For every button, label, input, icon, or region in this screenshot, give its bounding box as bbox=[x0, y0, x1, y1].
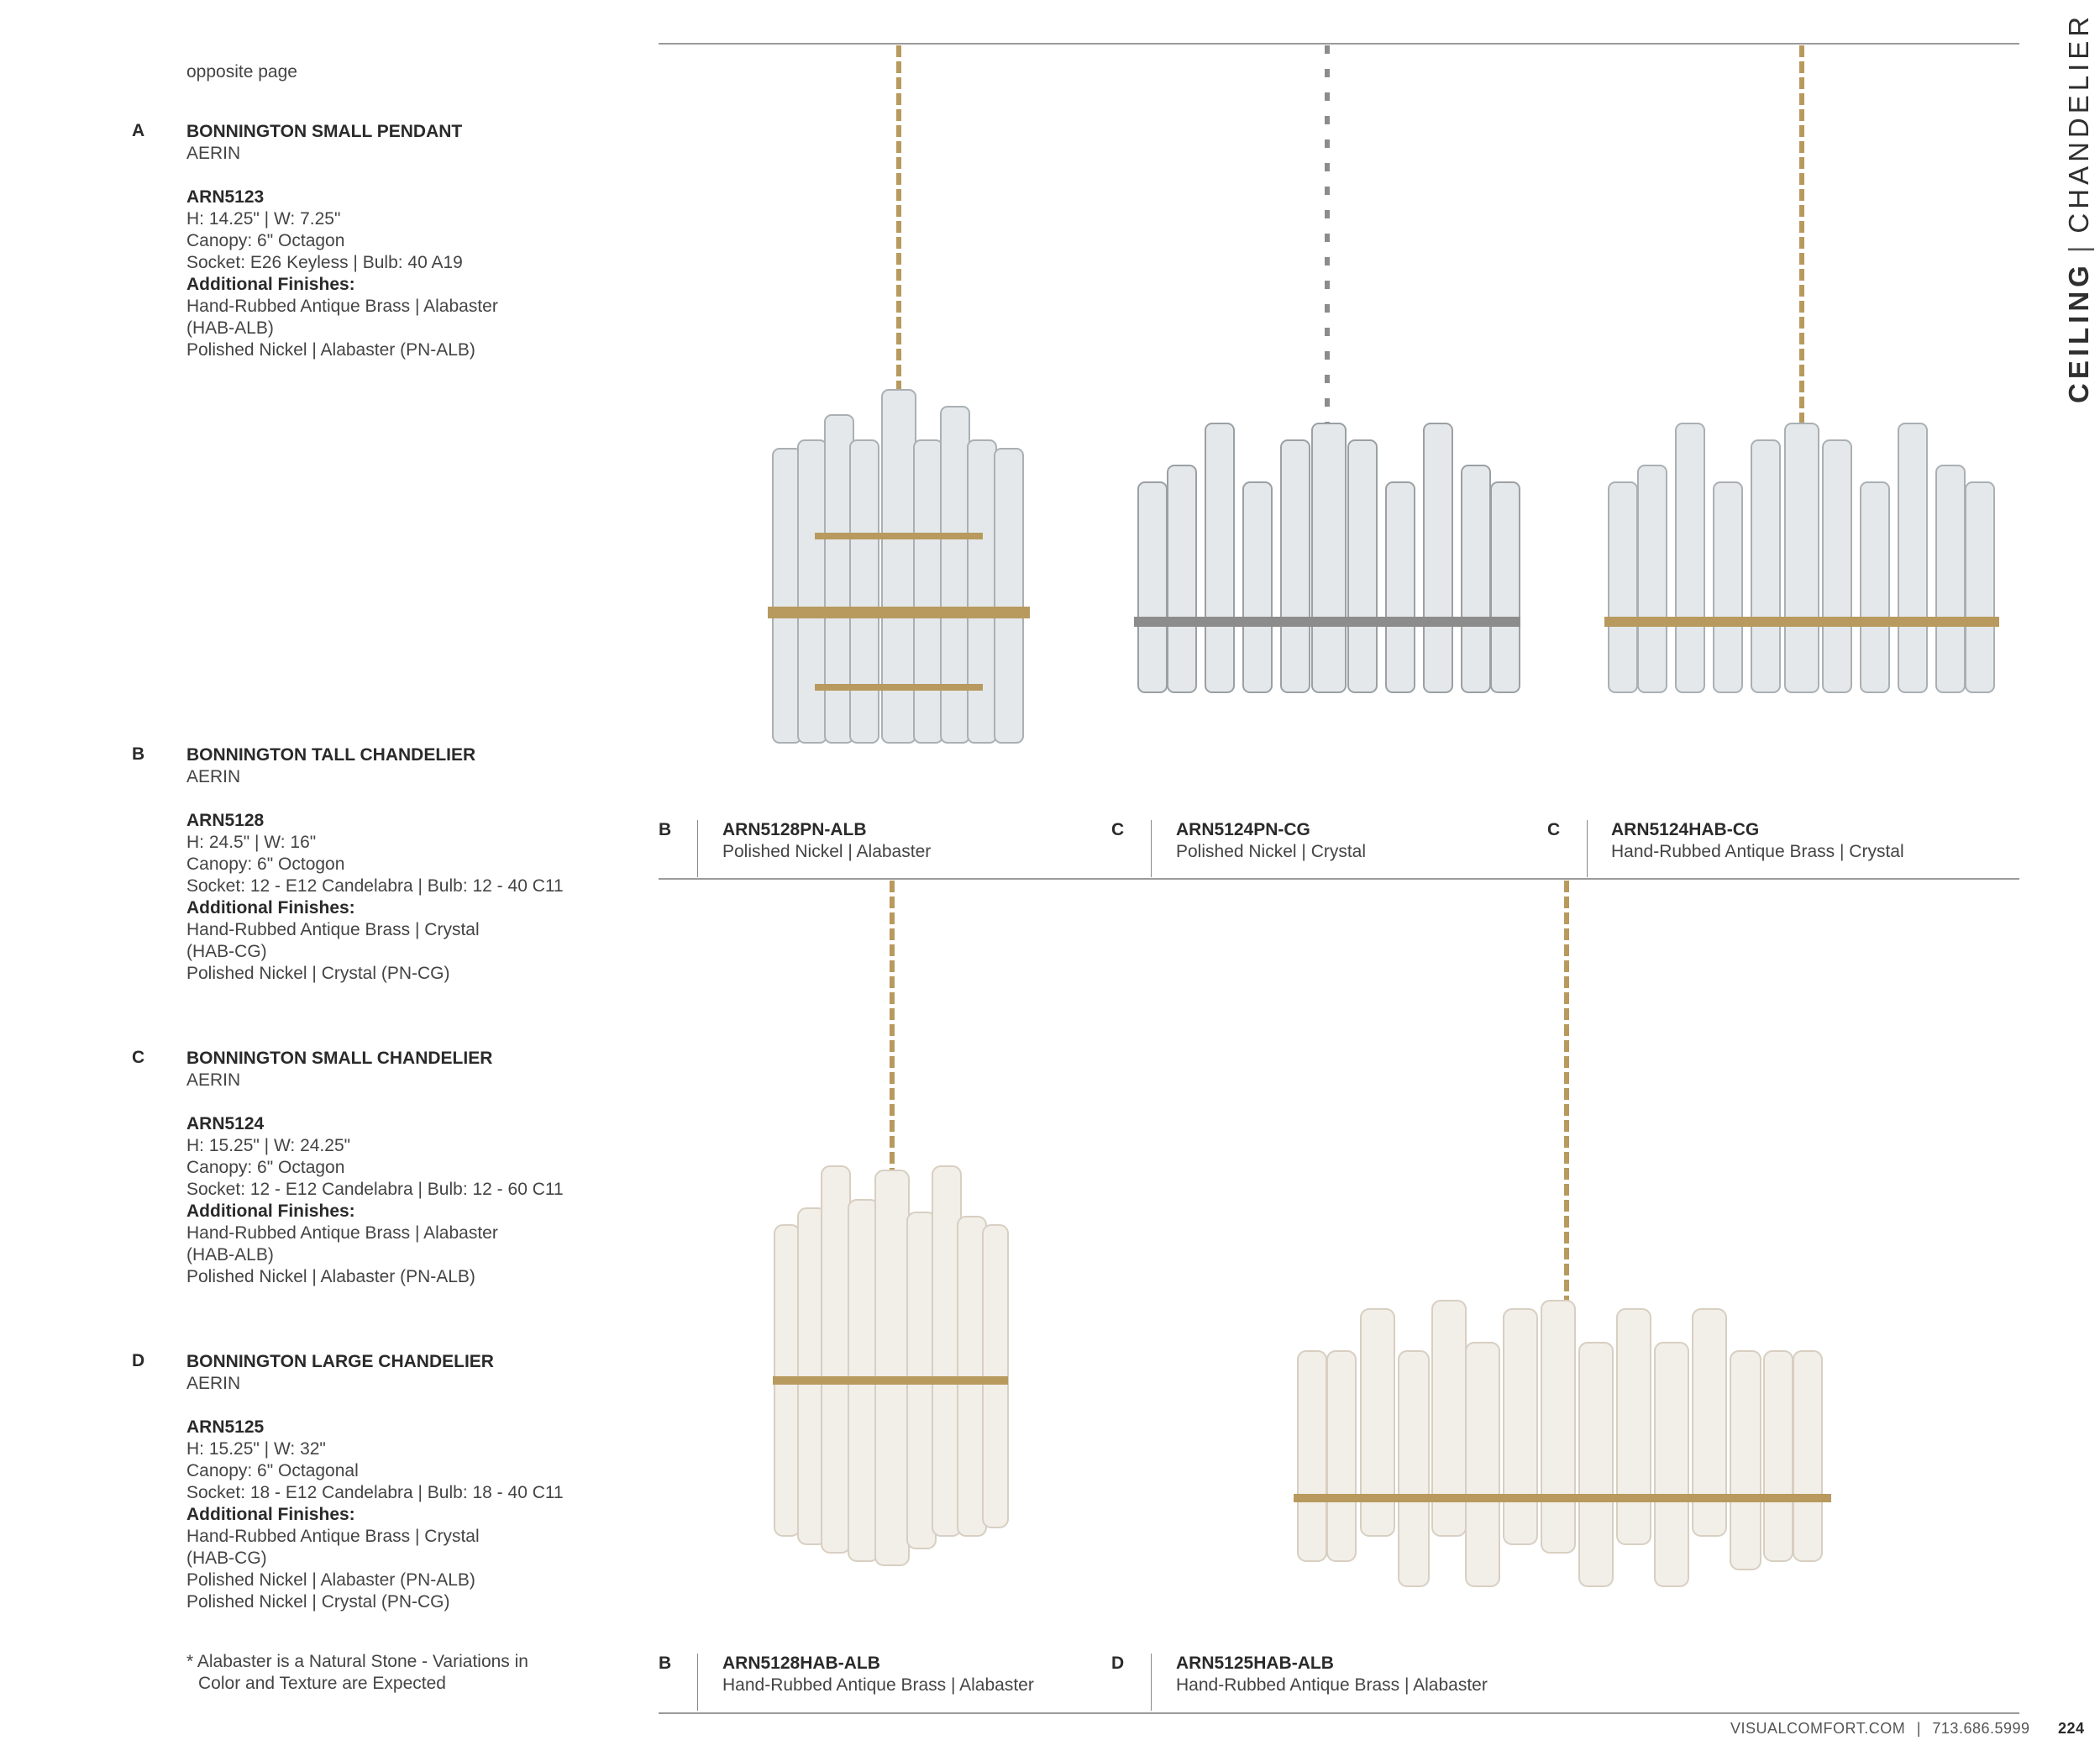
spec-name: BONNINGTON SMALL CHANDELIER bbox=[186, 1049, 493, 1068]
spec-finish: Hand-Rubbed Antique Brass | Crystal bbox=[186, 920, 480, 939]
spec-letter: D bbox=[132, 1351, 145, 1370]
spec-finish: Hand-Rubbed Antique Brass | Alabaster bbox=[186, 1223, 498, 1243]
spec-finish: Polished Nickel | Alabaster (PN-ALB) bbox=[186, 1267, 475, 1286]
caption-letter: B bbox=[659, 1654, 672, 1673]
section-header-separator: | bbox=[2063, 241, 2094, 254]
spec-brand: AERIN bbox=[186, 1374, 241, 1393]
spec-additional-label: Additional Finishes: bbox=[186, 898, 355, 918]
caption-divider bbox=[1151, 1654, 1152, 1711]
spec-finish: (HAB-CG) bbox=[186, 1549, 267, 1568]
caption-code: ARN5128PN-ALB bbox=[722, 820, 867, 839]
spec-line: Socket: 12 - E12 Candelabra | Bulb: 12 - 40 C11 bbox=[186, 876, 564, 896]
spec-name: BONNINGTON SMALL PENDANT bbox=[186, 122, 463, 141]
spec-letter: A bbox=[132, 121, 145, 140]
spec-finish: (HAB-CG) bbox=[186, 942, 267, 961]
spec-brand: AERIN bbox=[186, 144, 241, 163]
alabaster-large-chandelier-brass-image bbox=[1289, 881, 1844, 1586]
caption-arn5124hab-cg bbox=[1611, 819, 1904, 863]
alabaster-tall-chandelier-brass-image bbox=[756, 881, 1042, 1586]
caption-letter: D bbox=[1111, 1654, 1125, 1673]
spec-finish: Polished Nickel | Crystal (PN-CG) bbox=[186, 964, 450, 983]
note-line: * Alabaster is a Natural Stone - Variations in bbox=[186, 1652, 528, 1671]
spec-sku: ARN5123 bbox=[186, 187, 265, 207]
spec-additional-label: Additional Finishes: bbox=[186, 1505, 355, 1524]
spec-name: BONNINGTON TALL CHANDELIER bbox=[186, 745, 476, 765]
spec-letter: C bbox=[132, 1048, 145, 1067]
spec-finish: Polished Nickel | Alabaster (PN-ALB) bbox=[186, 340, 475, 360]
footer-phone: 713.686.5999 bbox=[1932, 1720, 2030, 1737]
spec-additional-label: Additional Finishes: bbox=[186, 275, 355, 294]
caption-code: ARN5125HAB-ALB bbox=[1176, 1654, 1334, 1673]
crystal-tall-chandelier-brass-image bbox=[756, 45, 1042, 751]
caption-arn5124pn-cg bbox=[1176, 819, 1366, 863]
spec-line: Canopy: 6" Octagon bbox=[186, 1158, 345, 1177]
caption-code: ARN5124HAB-CG bbox=[1611, 820, 1760, 839]
spec-line: H: 14.25" | W: 7.25" bbox=[186, 209, 341, 229]
crystal-small-chandelier-brass-image bbox=[1596, 45, 2008, 709]
spec-line: Canopy: 6" Octogon bbox=[186, 854, 345, 874]
spec-name: BONNINGTON LARGE CHANDELIER bbox=[186, 1352, 494, 1371]
spec-line: Socket: 18 - E12 Candelabra | Bulb: 18 - 40 C11 bbox=[186, 1483, 564, 1502]
spec-sku: ARN5125 bbox=[186, 1417, 265, 1437]
page-footer bbox=[1730, 1720, 2085, 1738]
spec-sku: ARN5128 bbox=[186, 811, 265, 830]
bottom-rule bbox=[659, 1712, 2019, 1714]
top-rule bbox=[659, 43, 2019, 45]
caption-arn5128pn-alb bbox=[722, 819, 931, 863]
caption-arn5128hab-alb bbox=[722, 1653, 1034, 1696]
caption-divider bbox=[697, 1654, 698, 1711]
footer-site: VISUALCOMFORT.COM bbox=[1730, 1720, 1906, 1737]
section-header bbox=[2063, 13, 2095, 403]
middle-rule bbox=[659, 878, 2019, 880]
footer-separator: | bbox=[1916, 1720, 1921, 1737]
spec-additional-label: Additional Finishes: bbox=[186, 1202, 355, 1221]
spec-finish: Hand-Rubbed Antique Brass | Alabaster bbox=[186, 297, 498, 316]
spec-brand: AERIN bbox=[186, 1070, 241, 1090]
spec-finish: (HAB-ALB) bbox=[186, 1245, 274, 1265]
caption-code: ARN5124PN-CG bbox=[1176, 820, 1310, 839]
spec-finish: Polished Nickel | Alabaster (PN-ALB) bbox=[186, 1570, 475, 1590]
caption-finish: Hand-Rubbed Antique Brass | Crystal bbox=[1611, 842, 1904, 861]
caption-finish: Polished Nickel | Alabaster bbox=[722, 842, 932, 861]
section-header-light: CHANDELIER bbox=[2063, 12, 2094, 234]
spec-line: H: 15.25" | W: 24.25" bbox=[186, 1136, 351, 1155]
section-header-bold: CEILING bbox=[2063, 261, 2094, 403]
spec-letter: B bbox=[132, 744, 145, 764]
caption-divider bbox=[1587, 820, 1588, 877]
spec-column bbox=[0, 0, 638, 1751]
spec-finish: Hand-Rubbed Antique Brass | Crystal bbox=[186, 1527, 480, 1546]
caption-finish: Hand-Rubbed Antique Brass | Alabaster bbox=[1176, 1675, 1488, 1695]
alabaster-note bbox=[186, 1651, 590, 1695]
caption-arn5125hab-alb bbox=[1176, 1653, 1488, 1696]
caption-finish: Hand-Rubbed Antique Brass | Alabaster bbox=[722, 1675, 1034, 1695]
note-line: Color and Texture are Expected bbox=[198, 1674, 446, 1693]
crystal-small-chandelier-nickel-image bbox=[1126, 45, 1529, 709]
spec-brand: AERIN bbox=[186, 767, 241, 786]
spec-sku: ARN5124 bbox=[186, 1114, 265, 1133]
spec-line: H: 24.5" | W: 16" bbox=[186, 833, 317, 852]
page-number: 224 bbox=[2058, 1720, 2085, 1737]
spec-finish: Polished Nickel | Crystal (PN-CG) bbox=[186, 1592, 450, 1612]
lead-text: opposite page bbox=[186, 62, 297, 82]
spec-line: Socket: 12 - E12 Candelabra | Bulb: 12 - 60 C11 bbox=[186, 1180, 564, 1199]
caption-divider bbox=[1151, 820, 1152, 877]
caption-letter: B bbox=[659, 820, 672, 839]
spec-line: H: 15.25" | W: 32" bbox=[186, 1439, 326, 1459]
spec-line: Canopy: 6" Octagon bbox=[186, 231, 345, 250]
spec-line: Canopy: 6" Octagonal bbox=[186, 1461, 359, 1480]
spec-line: Socket: E26 Keyless | Bulb: 40 A19 bbox=[186, 253, 463, 272]
caption-code: ARN5128HAB-ALB bbox=[722, 1654, 880, 1673]
caption-finish: Polished Nickel | Crystal bbox=[1176, 842, 1367, 861]
spec-finish: (HAB-ALB) bbox=[186, 318, 274, 338]
caption-letter: C bbox=[1111, 820, 1125, 839]
caption-letter: C bbox=[1547, 820, 1561, 839]
caption-divider bbox=[697, 820, 698, 877]
